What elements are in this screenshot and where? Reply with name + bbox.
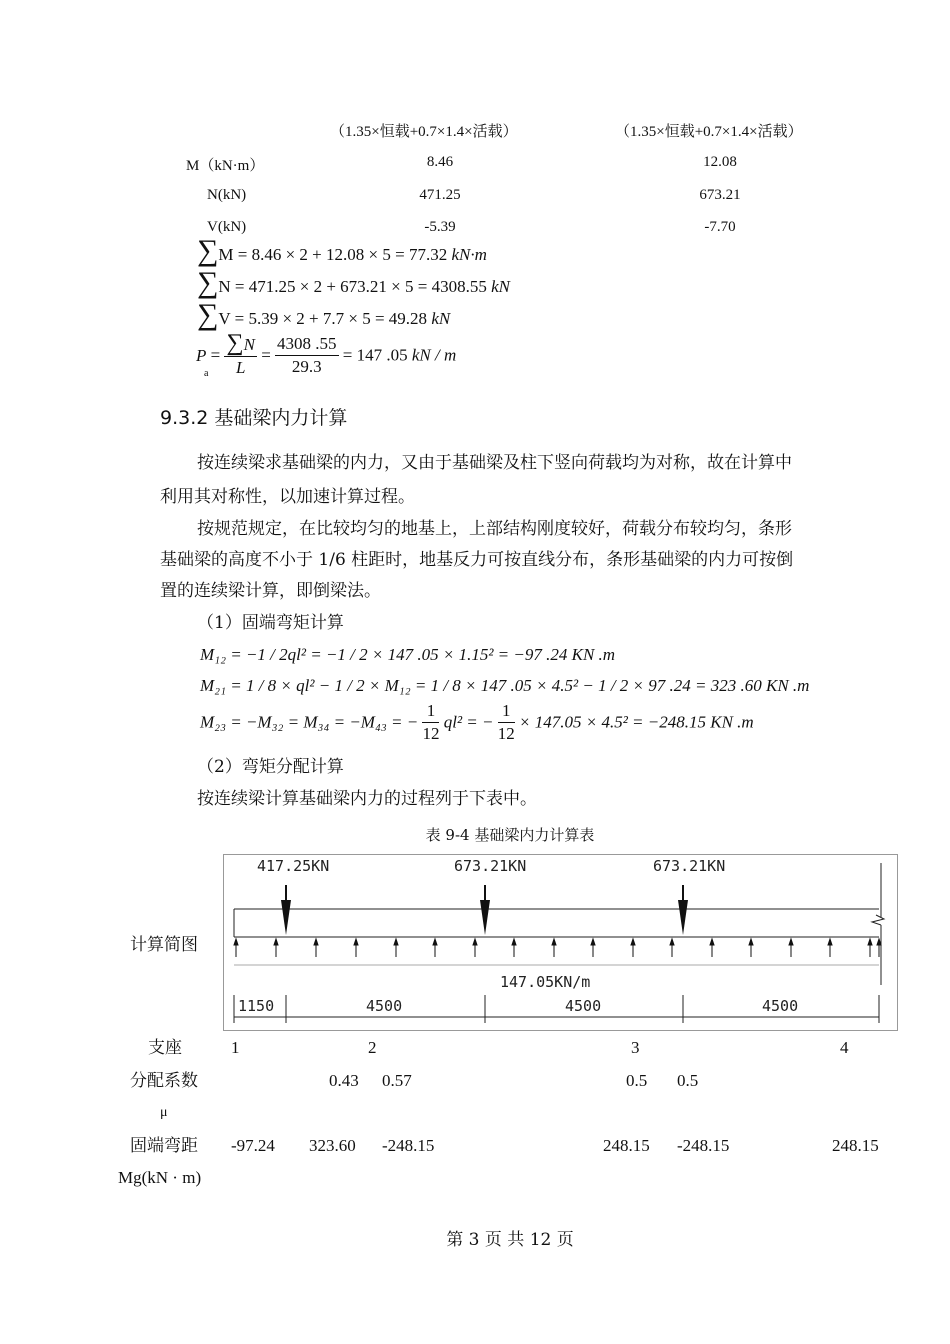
row-n-v1: 471.25 xyxy=(419,187,461,203)
table-caption: 表 9-4 基础梁内力计算表 xyxy=(425,826,595,844)
row-m-v2: 12.08 xyxy=(703,154,737,170)
sigma-symbol: ∑ xyxy=(197,266,219,299)
section-heading: 9.3.2 基础梁内力计算 xyxy=(160,407,348,429)
para3: 按连续梁计算基础梁内力的过程列于下表中。 xyxy=(197,789,537,809)
dist-value-4: 0.5 xyxy=(677,1071,699,1090)
table-header-col2: （1.35×恒载+0.7×1.4×活载） xyxy=(615,124,803,140)
equation-m23: M₂₃ = −M₃₂ = M₃₄ = −M₄₃ = − $\frac{1}{12}$ ql² = − $\frac{1}{12}$ × 147.05 × 4.5² = −248.15 KN .m xyxy=(200,701,754,743)
row-label-v: V(kN) xyxy=(207,219,247,235)
para1-line1: 按连续梁求基础梁的内力，又由于基础梁及柱下竖向荷载均为对称，故在计算中 xyxy=(197,453,792,473)
pa-equation: P a = $\frac{\sum N}{L}$ = $\frac{4308 .55}{29.3}$ = 147 .05 kN / m xyxy=(196,330,457,379)
row-v-v2: -7.70 xyxy=(704,219,736,235)
para2-line2: 基础梁的高度不小于 1/6 柱距时，地基反力可按直线分布，条形基础梁的内力可按倒 xyxy=(160,550,794,570)
fixed-value-2: 323.60 xyxy=(309,1136,356,1155)
fixed-value-4: 248.15 xyxy=(603,1136,650,1155)
fixed-moment-label: 固端弯距 xyxy=(130,1136,198,1156)
span-label-2: 4500 xyxy=(366,997,403,1015)
load-label-2: 673.21KN xyxy=(454,857,527,875)
table-header-col1: （1.35×恒载+0.7×1.4×活载） xyxy=(330,124,518,140)
sum-n-equation: ∑N = 471.25 × 2 + 673.21 × 5 = 4308.55 kN xyxy=(197,266,510,299)
span-label-3: 4500 xyxy=(565,997,602,1015)
sum-m-equation: ∑M = 8.46 × 2 + 12.08 × 5 = 77.32 kN·m xyxy=(197,234,487,267)
dist-value-2: 0.57 xyxy=(382,1071,412,1090)
load-label-1: 417.25KN xyxy=(257,857,330,875)
point-load-1 xyxy=(281,885,291,935)
fixed-moment-unit: Mg(kN · m) xyxy=(118,1168,202,1187)
support-3: 3 xyxy=(631,1038,640,1057)
dist-value-3: 0.5 xyxy=(626,1071,648,1090)
point-load-2 xyxy=(480,885,490,935)
span-label-4: 4500 xyxy=(762,997,799,1015)
distribution-mu: μ xyxy=(160,1105,168,1120)
dist-value-1: 0.43 xyxy=(329,1071,359,1090)
pa-fraction-2: $\frac{4308 .55}{29.3}$ xyxy=(277,334,337,376)
support-1: 1 xyxy=(231,1038,240,1057)
fixed-value-6: 248.15 xyxy=(832,1136,879,1155)
subheading-1: （1）固端弯矩计算 xyxy=(197,613,344,633)
distribution-label: 分配系数 xyxy=(130,1071,198,1091)
support-label: 支座 xyxy=(148,1038,182,1058)
equation-m21: M₂₁ = 1 / 8 × ql² − 1 / 2 × M₁₂ = 1 / 8 × 147 .05 × 4.5² − 1 / 2 × 97 .24 = 323 .60 KN .m xyxy=(200,676,810,695)
row-label-m: M（kN·m） xyxy=(186,158,265,174)
fixed-value-3: -248.15 xyxy=(382,1136,435,1155)
row-m-v1: 8.46 xyxy=(426,154,454,170)
fixed-value-5: -248.15 xyxy=(677,1136,730,1155)
sigma-symbol: ∑ xyxy=(197,298,219,331)
support-4: 4 xyxy=(840,1038,849,1057)
structure-diagram xyxy=(223,854,898,1031)
diagram-label: 计算简图 xyxy=(130,935,198,955)
row-label-n: N(kN) xyxy=(207,187,247,203)
support-2: 2 xyxy=(368,1038,377,1057)
sum-v-equation: ∑V = 5.39 × 2 + 7.7 × 5 = 49.28 kN xyxy=(197,298,451,331)
sigma-symbol: ∑ xyxy=(197,234,219,267)
span-label-1: 1150 xyxy=(238,997,275,1015)
subheading-2: （2）弯矩分配计算 xyxy=(197,757,344,777)
para1-line2: 利用其对称性，以加速计算过程。 xyxy=(160,487,415,507)
point-load-3 xyxy=(678,885,688,935)
pa-fraction-1: $\frac{\sum N}{L}$ xyxy=(226,330,255,377)
fixed-value-1: -97.24 xyxy=(231,1136,275,1155)
distributed-load-label: 147.05KN/m xyxy=(500,973,591,991)
load-label-3: 673.21KN xyxy=(653,857,726,875)
para2-line3: 置的连续梁计算，即倒梁法。 xyxy=(160,581,381,601)
para2-line1: 按规范规定，在比较均匀的地基上，上部结构刚度较好，荷载分布较均匀，条形 xyxy=(197,519,792,539)
row-v-v1: -5.39 xyxy=(424,219,456,235)
distributed-arrows xyxy=(234,939,881,957)
break-symbol xyxy=(872,915,884,925)
page-footer: 第 3 页 共 12 页 xyxy=(446,1230,574,1250)
equation-m12: M₁₂ = −1 / 2ql² = −1 / 2 × 147 .05 × 1.15² = −97 .24 KN .m xyxy=(200,645,616,664)
row-n-v2: 673.21 xyxy=(699,187,741,203)
